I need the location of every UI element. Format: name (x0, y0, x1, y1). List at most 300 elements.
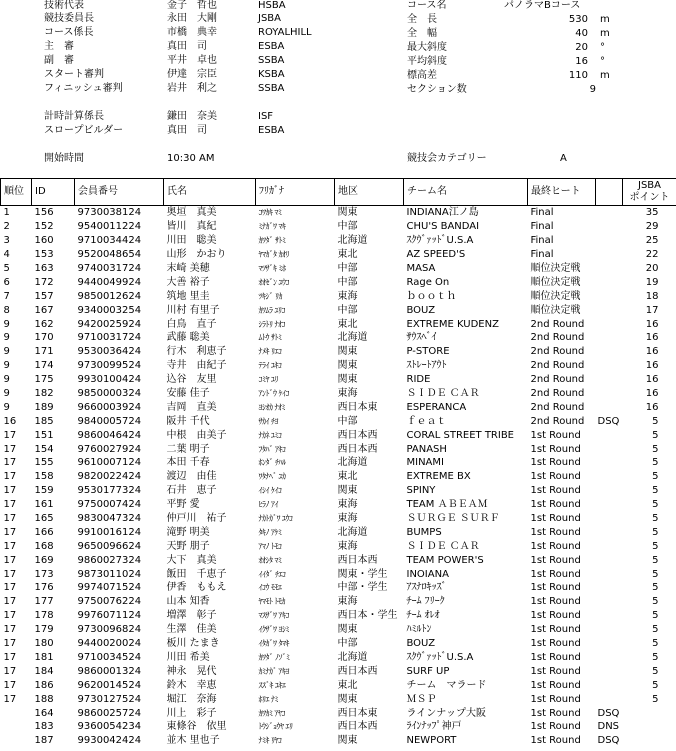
cell-heat: 順位決定戦 (530, 263, 581, 274)
cell-member: 9360054234 (77, 721, 142, 733)
cell-team: RIDE (406, 374, 431, 386)
cell-member: 9860027324 (77, 554, 142, 566)
cell-heat: 1st Round (530, 624, 581, 636)
cell-member: 9730038124 (77, 207, 142, 219)
cell-furigana: ｲﾀｶﾞﾜ ﾀﾏｷ (258, 639, 290, 649)
cell-member: 9740031724 (77, 263, 142, 274)
cell-id: 175 (34, 374, 54, 386)
cell-name: 板川 たまき (166, 638, 220, 650)
col-name: 氏名 (164, 179, 256, 206)
cell-furigana: ﾔﾏﾓﾄ ﾄﾓｶ (258, 597, 286, 607)
cell-id: 180 (34, 638, 54, 650)
cell-team: BOUZ (406, 304, 436, 316)
cell-member: 9860025724 (77, 707, 142, 719)
cell-points: 5 (652, 513, 659, 525)
cell-rank: 9 (3, 388, 10, 400)
table-row (1, 581, 676, 595)
cell-heat: 1st Round (530, 735, 581, 747)
cell-team: ＳＩＤＥ ＣＡＲ (406, 388, 480, 400)
cell-furigana: ｲｺｳ ﾓﾓｴ (258, 583, 282, 593)
cell-rank (1, 734, 32, 748)
cell-flag (596, 595, 623, 609)
cell-furigana: ﾑﾄｳ ｻﾄﾐ (258, 333, 282, 343)
cell-points: 5 (652, 554, 659, 566)
cell-name: 込谷 友里 (166, 374, 217, 386)
course-label: 平均斜度 (407, 56, 447, 67)
cell-team: TEAM POWER'S (406, 554, 484, 566)
cell-furigana: ｱﾏﾉ ﾄﾓｺ (258, 541, 282, 551)
cell-rank: 2 (3, 221, 10, 233)
cell-heat: 2nd Round (530, 346, 585, 358)
cell-id: 174 (34, 360, 54, 372)
official-association: ISF (258, 111, 274, 122)
cell-flag (596, 289, 623, 303)
table-row (1, 470, 676, 484)
cell-id: 164 (34, 707, 54, 719)
cell-id: 166 (34, 526, 54, 538)
cell-rank: 5 (3, 263, 10, 274)
table-row (1, 262, 676, 276)
cell-member: 9830047324 (77, 513, 142, 525)
cell-team: P-STORE (406, 346, 450, 358)
course-value: パノラマBコース (504, 0, 581, 11)
official-role: スロープビルダー (44, 125, 124, 136)
col-points-line2: ポイント (629, 192, 670, 203)
cell-name: 山形 かおり (166, 249, 227, 261)
official-name: 金子 哲也 (167, 0, 217, 11)
cell-id: 184 (34, 665, 54, 677)
cell-furigana: ﾐﾅｶﾞﾜ ﾏｷ (258, 222, 286, 232)
cell-name: 武藤 聡美 (166, 332, 210, 344)
official-association: ROYALHILL (258, 27, 312, 38)
cell-heat: 1st Round (530, 693, 581, 705)
cell-points: 16 (645, 318, 659, 330)
cell-id: 152 (34, 221, 54, 233)
cell-name: 川村 有里子 (166, 304, 220, 316)
cell-region: 北海道 (337, 457, 368, 469)
cell-region: 関東 (337, 485, 358, 497)
col-heat: 最終ヒート (528, 179, 596, 206)
cell-team: ＳＩＤＥ ＣＡＲ (406, 540, 480, 552)
cell-points: 16 (645, 360, 659, 372)
cell-flag (596, 664, 623, 678)
cell-flag (596, 470, 623, 484)
cell-flag (596, 581, 623, 595)
cell-region: 西日本西 (337, 665, 378, 677)
cell-furigana: ﾎﾝﾀﾞ ﾁﾊﾙ (258, 458, 286, 468)
cell-flag (596, 678, 623, 692)
table-row (1, 720, 676, 734)
course-label: 最大斜度 (407, 42, 447, 53)
cell-name: 安藤 佳子 (166, 388, 210, 400)
cell-name: 皆川 真紀 (166, 221, 217, 233)
cell-rank (1, 720, 32, 734)
cell-region: 中部 (337, 304, 358, 316)
cell-member: 9660003924 (77, 401, 142, 413)
cell-id: 165 (34, 513, 54, 525)
cell-team: ｽｸｳﾞｧｯﾄﾞU.S.A (406, 651, 474, 663)
cell-member: 9540011224 (77, 221, 142, 233)
cell-flag (596, 512, 623, 526)
cell-furigana: ｱﾝﾄﾞｳ ｹｲｺ (258, 389, 290, 399)
cell-rank: 9 (3, 346, 10, 358)
cell-points: 5 (652, 596, 659, 608)
cell-region: 東北 (337, 318, 358, 330)
cell-team: ｱｽﾅﾛｷｯｽﾞ (406, 582, 447, 594)
cell-points: 5 (652, 415, 659, 427)
cell-heat: 1st Round (530, 526, 581, 538)
cell-name: 石井 恵子 (166, 485, 217, 497)
cell-id: 156 (34, 207, 54, 219)
cell-flag (596, 553, 623, 567)
cell-heat: 2nd Round (530, 360, 585, 372)
course-value: 20 (575, 42, 588, 53)
cell-furigana: ﾖｼｵｶ ﾅｵﾐ (258, 402, 286, 412)
cell-name: 本田 千春 (166, 457, 210, 469)
cell-name: 大下 真美 (166, 554, 217, 566)
table-row (1, 539, 676, 553)
table-row (1, 567, 676, 581)
table-row (1, 623, 676, 637)
table-row (1, 664, 676, 678)
cell-name: 寺井 由紀子 (166, 360, 227, 372)
cell-region: 東海 (337, 540, 358, 552)
start-time-label: 開始時間 (44, 153, 84, 164)
cell-team: ｻｳｽﾍﾞｲ (406, 332, 437, 344)
cell-points: 16 (645, 401, 659, 413)
cell-rank: 3 (3, 235, 10, 247)
cell-rank: 17 (3, 471, 17, 483)
cell-region: 東海 (337, 596, 358, 608)
table-row (1, 220, 676, 234)
category-value: A (560, 153, 567, 164)
official-association: SSBA (258, 55, 285, 66)
cell-points: 35 (645, 207, 659, 219)
cell-team: SPINY (406, 485, 436, 497)
cell-flag (596, 234, 623, 248)
cell-region: 中部 (337, 221, 358, 233)
cell-furigana: ﾅﾒｷ ﾘｴｺ (258, 347, 282, 357)
cell-team: ｆｅａｔ (406, 415, 447, 427)
official-role: 副 審 (44, 55, 74, 66)
cell-team: ｽｸｳﾞｧｯﾄﾞU.S.A (406, 235, 474, 247)
cell-team: ﾊﾐﾙﾄﾝ (406, 624, 432, 636)
cell-heat: 1st Round (530, 568, 581, 580)
cell-heat: 1st Round (530, 443, 581, 455)
cell-region: 西日本東 (337, 707, 378, 719)
cell-team: INDIANA江ノ島 (406, 207, 479, 219)
table-row (1, 553, 676, 567)
cell-points: 5 (652, 443, 659, 455)
cell-points: 5 (652, 568, 659, 580)
cell-heat: 1st Round (530, 457, 581, 469)
cell-furigana: ﾌﾀﾊﾞ ｱｷｺ (258, 444, 286, 454)
cell-id: 173 (34, 568, 54, 580)
cell-region: 中部 (337, 415, 358, 427)
cell-furigana: ﾋﾗﾉ ｱｲ (258, 500, 279, 510)
cell-name: 平野 愛 (166, 499, 200, 511)
col-furigana: ﾌﾘｶﾞﾅ (256, 179, 335, 206)
cell-heat: 1st Round (530, 665, 581, 677)
cell-member: 9760027924 (77, 443, 142, 455)
table-row (1, 651, 676, 665)
course-label: 全 幅 (407, 28, 437, 39)
cell-region: 東北 (337, 679, 358, 691)
cell-region: 東北 (337, 471, 358, 483)
cell-team: EXTREME KUDENZ (406, 318, 499, 330)
cell-region: 西日本西 (337, 721, 378, 733)
table-row (1, 442, 676, 456)
cell-member: 9860046424 (77, 429, 142, 441)
col-team: チーム名 (404, 179, 528, 206)
cell-furigana: ｲｲﾀﾞ ﾁｴｺ (258, 569, 286, 579)
cell-name: 渡辺 由佳 (166, 471, 217, 483)
cell-team: Rage On (406, 276, 450, 288)
cell-name: 堀江 奈海 (166, 693, 217, 705)
official-name: 伊達 宗臣 (167, 69, 217, 80)
cell-furigana: ｺﾐﾔ ﾕﾘ (258, 375, 279, 385)
cell-id: 153 (34, 249, 54, 261)
course-unit: m (600, 28, 610, 39)
cell-name: 阪井 千代 (166, 415, 210, 427)
cell-points: 20 (645, 263, 659, 274)
cell-team: NEWPORT (406, 735, 457, 747)
cell-name: 川上 彩子 (166, 707, 217, 719)
cell-region: 西日本西 (337, 554, 378, 566)
cell-flag (596, 303, 623, 317)
cell-flag (596, 220, 623, 234)
cell-region: 東海 (337, 513, 358, 525)
official-role: 技術代表 (44, 0, 84, 11)
cell-name: 吉岡 直美 (166, 401, 217, 413)
cell-furigana: ｶﾐﾅｶﾞ ｱｷﾖ (258, 666, 290, 676)
cell-points: 16 (645, 346, 659, 358)
cell-heat: Final (530, 207, 554, 219)
cell-heat: Final (530, 221, 554, 233)
cell-rank: 17 (3, 568, 17, 580)
cell-region: 北海道 (337, 235, 368, 247)
cell-heat: 2nd Round (530, 388, 585, 400)
table-row (1, 317, 676, 331)
cell-heat: 順位決定戦 (530, 276, 581, 288)
cell-name: 東條谷 依里 (166, 721, 227, 733)
cell-team: PANASH (406, 443, 447, 455)
cell-id: 162 (34, 318, 54, 330)
cell-flag (596, 262, 623, 276)
cell-name: 生澤 佳美 (166, 624, 217, 636)
cell-id: 172 (34, 276, 54, 288)
official-name: 永田 大剛 (167, 13, 217, 24)
cell-team: ｽﾄﾚｰﾄｱｳﾄ (406, 360, 447, 372)
cell-name: 滝野 明美 (166, 526, 210, 538)
cell-flag: DNS (597, 721, 620, 733)
cell-name: 筑地 里圭 (166, 290, 210, 302)
col-member: 会員番号 (75, 179, 164, 206)
cell-rank: 17 (3, 513, 17, 525)
cell-points: 5 (652, 457, 659, 469)
cell-rank: 17 (3, 596, 17, 608)
cell-id: 176 (34, 582, 54, 594)
cell-team: EXTREME BX (406, 471, 471, 483)
cell-furigana: ﾏｽｻﾞﾜ ｱｷｺ (258, 611, 290, 621)
cell-points: 18 (645, 290, 659, 302)
cell-region: 東北 (337, 249, 358, 261)
cell-member: 9710034524 (77, 651, 142, 663)
cell-flag (596, 387, 623, 401)
cell-points: 5 (652, 540, 659, 552)
cell-team: CORAL STREET TRIBE (406, 429, 514, 441)
cell-region: 関東 (337, 624, 358, 636)
cell-id: 157 (34, 290, 54, 302)
cell-flag (596, 331, 623, 345)
cell-heat: 1st Round (530, 540, 581, 552)
official-name: 市橋 典幸 (167, 27, 217, 38)
cell-name: 並木 里也子 (166, 735, 220, 747)
cell-id: 169 (34, 554, 54, 566)
cell-furigana: ｲｼｲ ｹｲｺ (258, 486, 282, 496)
cell-heat: 2nd Round (530, 401, 585, 413)
table-row (1, 692, 676, 706)
cell-member: 9440049924 (77, 276, 142, 288)
cell-id: 155 (34, 457, 54, 469)
cell-id: 182 (34, 388, 54, 400)
cell-heat: 2nd Round (530, 318, 585, 330)
official-role: フィニッシュ審判 (44, 83, 123, 94)
cell-heat: 順位決定戦 (530, 304, 581, 316)
cell-id: 179 (34, 624, 54, 636)
official-association: SSBA (258, 83, 285, 94)
cell-rank: 17 (3, 457, 17, 469)
official-association: ESBA (258, 125, 285, 136)
cell-region: 西日本西 (337, 429, 378, 441)
cell-region: 北海道 (337, 332, 368, 344)
cell-rank: 17 (3, 638, 17, 650)
official-role: 主 審 (44, 41, 74, 52)
cell-member: 9530036424 (77, 346, 142, 358)
cell-heat: 1st Round (530, 485, 581, 497)
results-table (0, 178, 676, 748)
table-row (1, 206, 676, 220)
cell-region: 東海 (337, 290, 358, 302)
cell-rank: 17 (3, 554, 17, 566)
cell-member: 9650096624 (77, 540, 142, 552)
cell-heat: 1st Round (530, 429, 581, 441)
cell-member: 9610007124 (77, 457, 142, 469)
cell-furigana: ｲｸｻﾞﾜ ﾖｼﾐ (258, 625, 290, 635)
table-row (1, 706, 676, 720)
cell-team: BOUZ (406, 638, 436, 650)
cell-points: 19 (645, 276, 659, 288)
cell-points: 22 (645, 249, 659, 261)
cell-flag (596, 692, 623, 706)
cell-rank: 17 (3, 540, 17, 552)
cell-member: 9710031724 (77, 332, 142, 344)
col-flag (596, 179, 623, 206)
cell-member: 9730127524 (77, 693, 142, 705)
table-row (1, 484, 676, 498)
cell-rank: 17 (3, 485, 17, 497)
cell-furigana: ﾏﾂｻﾞｷ ﾐﾎ (258, 264, 286, 273)
cell-points (623, 720, 676, 734)
cell-region: 関東 (337, 346, 358, 358)
cell-name: 天野 朋子 (166, 540, 210, 552)
cell-flag (596, 567, 623, 581)
cell-rank: 6 (3, 276, 10, 288)
cell-team: ＭＳＰ (406, 693, 437, 705)
cell-id: 177 (34, 596, 54, 608)
cell-flag: DSQ (597, 735, 620, 747)
table-header-row (1, 179, 676, 206)
col-id: ID (32, 179, 75, 206)
cell-points: 5 (652, 679, 659, 691)
cell-name: 鈴木 幸恵 (166, 679, 217, 691)
cell-member: 9860001324 (77, 665, 142, 677)
cell-id: 170 (34, 332, 54, 344)
cell-rank: 17 (3, 443, 17, 455)
cell-heat: 1st Round (530, 651, 581, 663)
cell-heat: 1st Round (530, 499, 581, 511)
cell-heat: 1st Round (530, 471, 581, 483)
cell-furigana: ｶﾜｶﾐ ｱﾔｺ (258, 708, 286, 718)
table-row (1, 428, 676, 442)
cell-furigana: ﾄｳｼﾞｮｳﾔ ｴﾘ (258, 722, 293, 732)
course-value: 530 (568, 14, 588, 25)
cell-points: 5 (652, 693, 659, 705)
cell-heat: 1st Round (530, 707, 581, 719)
cell-rank: 7 (3, 290, 10, 302)
cell-flag (596, 206, 623, 220)
table-row (1, 512, 676, 526)
cell-member: 9340003254 (77, 304, 142, 316)
cell-region: 西日本西 (337, 443, 378, 455)
cell-member: 9750076224 (77, 596, 142, 608)
cell-flag (596, 484, 623, 498)
cell-points: 16 (645, 332, 659, 344)
cell-name: 奥垣 真美 (166, 207, 217, 219)
cell-member: 9620014524 (77, 679, 142, 691)
cell-furigana: ｶﾜﾑﾗ ﾕﾘｺ (258, 305, 286, 315)
cell-name: 大善 裕子 (166, 276, 210, 288)
cell-team: MASA (406, 263, 436, 274)
cell-flag (596, 428, 623, 442)
cell-points: 25 (645, 235, 659, 247)
cell-heat: 1st Round (530, 596, 581, 608)
cell-member: 9850000324 (77, 388, 142, 400)
cell-furigana: ｼﾗﾄﾘ ﾅｵｺ (258, 319, 286, 329)
cell-furigana: ｶﾜﾀﾞ ﾉｿﾞﾐ (258, 652, 290, 662)
cell-furigana: ﾎﾘｴ ﾅﾐ (258, 694, 279, 704)
cell-member: 9910016124 (77, 526, 142, 538)
cell-furigana: ﾜﾀﾅﾍﾞ ﾕｶ (258, 472, 286, 482)
cell-flag: DSQ (597, 707, 620, 719)
cell-points: 5 (652, 624, 659, 636)
table-row (1, 387, 676, 401)
cell-member: 9850012624 (77, 290, 142, 302)
cell-heat: Final (530, 249, 554, 261)
cell-furigana: ﾃﾗｲ ﾕｷｺ (258, 361, 282, 371)
table-row (1, 248, 676, 262)
cell-rank: 9 (3, 374, 10, 386)
cell-furigana: ｺﾜｶｷ ﾏﾐ (258, 208, 282, 218)
cell-heat: 1st Round (530, 721, 581, 733)
cell-points: 5 (652, 651, 659, 663)
col-points-line1: JSBA (638, 180, 661, 191)
cell-rank: 1 (3, 207, 10, 219)
official-association: JSBA (258, 13, 281, 24)
cell-name: 川田 聡美 (166, 235, 217, 247)
cell-points: 5 (652, 526, 659, 538)
cell-team: ﾗｲﾝﾅｯﾌﾟ神戸 (406, 721, 462, 733)
